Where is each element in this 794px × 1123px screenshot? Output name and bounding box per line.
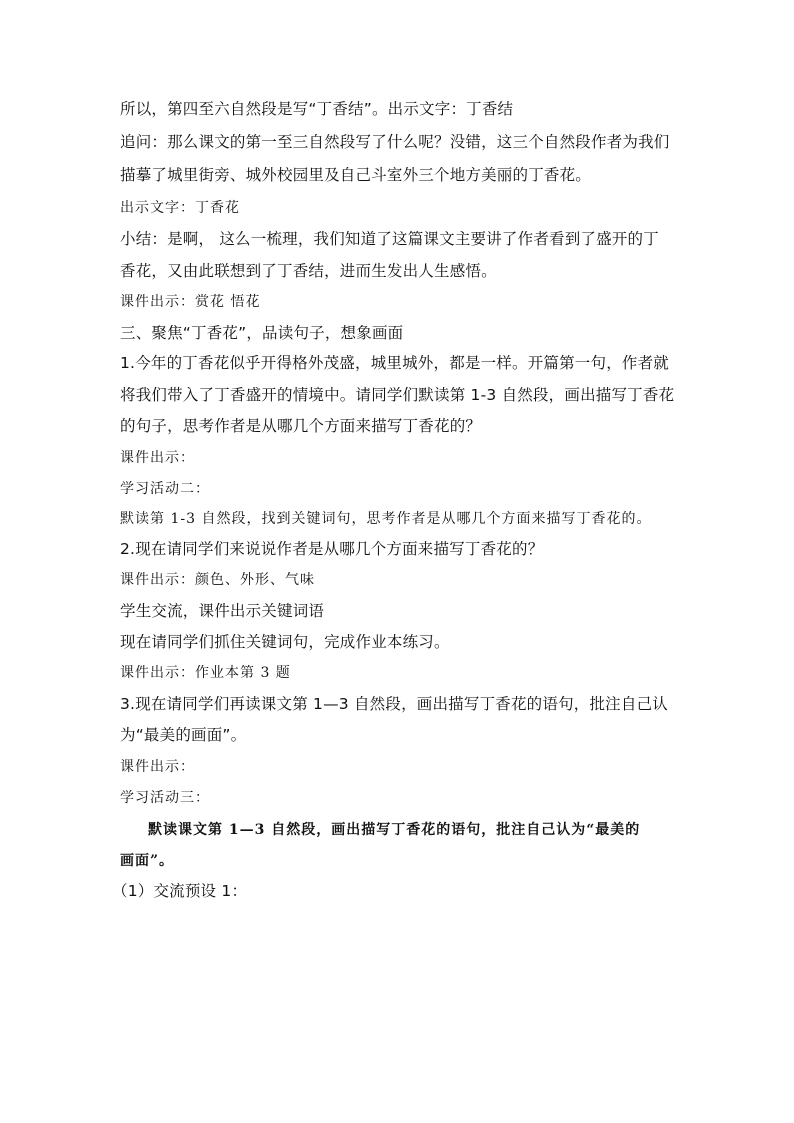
text-line-15: 2.现在请同学们来说说作者是从哪几个方面来描写丁香花的？ (120, 540, 544, 558)
text-line-12: 课件出示： (120, 450, 195, 466)
text-line-3: 描摹了城里街旁、城外校园里及自己斗室外三个地方美丽的丁香花。 (120, 166, 592, 184)
text-line-2: 追问：那么课文的第一至三自然段写了什么呢？没错，这三个自然段作者为我们 (120, 133, 670, 151)
text-line-26: （1）交流预设 1： (112, 882, 248, 900)
text-line-22: 课件出示： (120, 759, 195, 775)
text-line-6: 香花，又由此联想到了丁香结，进而生发出人生感悟。 (120, 262, 497, 280)
text-line-19: 课件出示：作业本第 3 题 (120, 665, 291, 681)
text-line-16: 课件出示：颜色、外形、气味 (120, 572, 315, 588)
section-heading: 三、聚焦“丁香花”，品读句子，想象画面 (120, 324, 404, 342)
text-line-14: 默读第 1-3 自然段，找到关键词句，思考作者是从哪几个方面来描写丁香花的。 (120, 511, 652, 527)
text-line-11: 的句子，思考作者是从哪几个方面来描写丁香花的？ (120, 417, 482, 435)
text-line-25: 画面”。 (120, 853, 175, 869)
text-line-17: 学生交流，课件出示关键词语 (120, 602, 325, 620)
text-line-20: 3.现在请同学们再读课文第 1—3 自然段，画出描写丁香花的语句，批注自己认 (120, 695, 668, 713)
text-line-9: 1.今年的丁香花似乎开得格外茂盛，城里城外，都是一样。开篇第一句，作者就 (120, 354, 669, 372)
text-line-21: 为“最美的画面”。 (120, 726, 247, 744)
text-line-13: 学习活动二： (120, 481, 210, 497)
text-line-1: 所以，第四至六自然段是写“丁香结”。出示文字：丁香结 (120, 100, 514, 118)
text-line-4: 出示文字：丁香花 (120, 200, 240, 216)
text-line-5: 小结：是啊， 这么一梳理，我们知道了这篇课文主要讲了作者看到了盛开的丁 (120, 230, 659, 248)
text-line-18: 现在请同学们抓住关键词句，完成作业本练习。 (120, 633, 450, 651)
text-line-23: 学习活动三： (120, 790, 210, 806)
text-line-10: 将我们带入了丁香盛开的情境中。请同学们默读第 1-3 自然段，画出描写丁香花 (120, 386, 675, 404)
text-line-7: 课件出示：赏花 悟花 (120, 294, 261, 310)
text-line-24: 默读课文第 1—3 自然段，画出描写丁香花的语句，批注自己认为“最美的 (148, 822, 641, 838)
